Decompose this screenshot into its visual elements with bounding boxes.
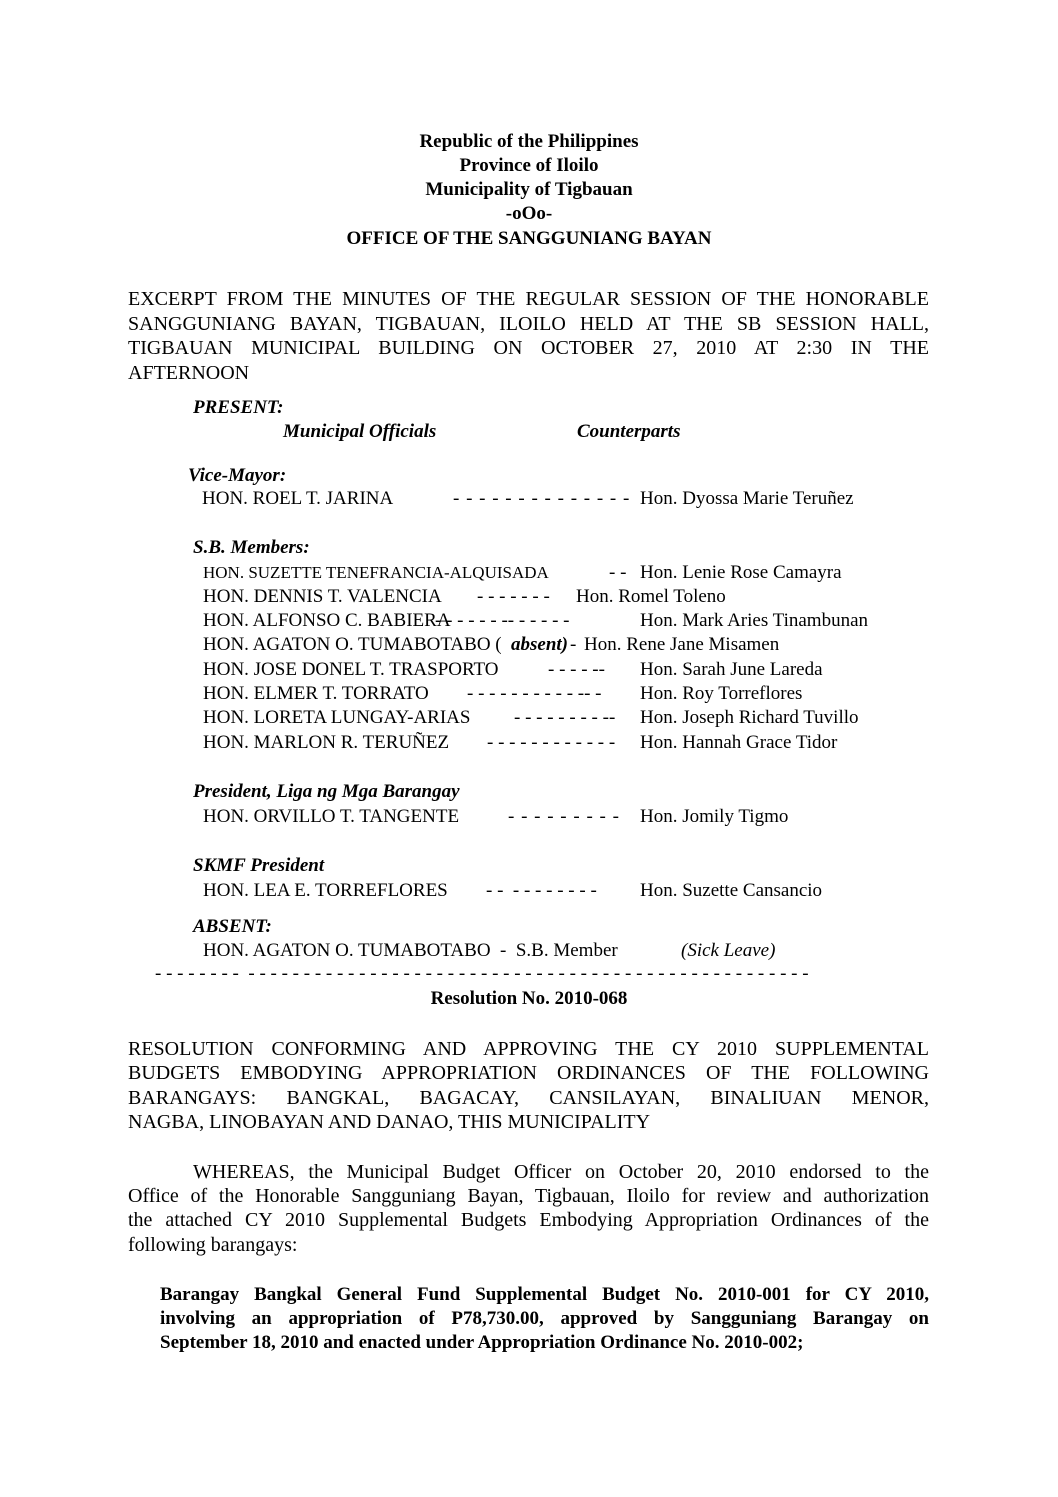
counterpart-name: Hon. Mark Aries Tinambunan [640,610,868,631]
liga-president-label: President, Liga ng Mga Barangay [193,781,460,802]
leader-dashes: - - - - - - -- - - - - - [435,610,570,631]
resolution-number: Resolution No. 2010-068 [430,988,628,1009]
leader-dashes: - - - - -- [548,659,605,680]
excerpt-line: EXCERPT FROM THE MINUTES OF THE REGULAR SESSION OF THE HONORABLE [128,288,929,310]
counterpart-name: Hon. Suzette Cansancio [640,880,823,901]
leader-dashes: - - - - - - - - - - [486,880,597,901]
official-name: HON. ELMER T. TORRATO [203,683,429,704]
official-name: HON. MARLON R. TERUÑEZ [203,732,450,753]
counterpart-name: Hon. Lenie Rose Camayra [640,562,842,583]
leader-dashes: - - - - - - - - - - - - [487,732,616,753]
counterpart-name: Hon. Sarah June Lareda [640,659,823,680]
column-header-officials: Municipal Officials [283,421,437,442]
leader-dashes: - [570,634,577,655]
header-republic: Republic of the Philippines [419,131,639,152]
header-ornament: -oOo- [505,203,553,224]
absent-reason: (Sick Leave) [681,940,776,961]
resolution-title-line: BARANGAYS: BANGKAL, BAGACAY, CANSILAYAN, BINALIUAN MENOR, [128,1087,929,1109]
official-name: HON. ROEL T. JARINA [202,488,394,509]
header-municipality: Municipality of Tigbauan [425,179,633,200]
counterpart-name: Hon. Romel Toleno [576,586,726,607]
header-office: OFFICE OF THE SANGGUNIANG BAYAN [346,228,712,249]
leader-dashes: - - [609,562,627,583]
sb-members-label: S.B. Members: [193,537,310,558]
resolution-title-line: RESOLUTION CONFORMING AND APPROVING THE CY 2010 SUPPLEMENTAL [128,1038,929,1060]
absent-label: ABSENT: [193,916,272,937]
counterpart-name: Hon. Dyossa Marie Teruñez [640,488,854,509]
separator-line: - - - - - - - - - - - - - - - - - - - - - - - - - - - - - - - - - - - - - - - - - - - - - - - - - - - - - - - - - - - [155,963,809,984]
official-name: HON. ALFONSO C. BABIERA [203,610,451,631]
counterpart-name: Hon. Roy Torreflores [640,683,803,704]
counterpart-name: Hon. Rene Jane Misamen [584,634,780,655]
vice-mayor-label: Vice-Mayor: [188,465,287,486]
leader-dashes: - - - - - - - - - - - - - - [453,488,631,509]
whereas-line: following barangays: [128,1234,298,1256]
skmf-president-label: SKMF President [193,855,325,876]
excerpt-line: AFTERNOON [128,362,250,384]
excerpt-line: TIGBAUAN MUNICIPAL BUILDING ON OCTOBER 27, 2010 AT 2:30 IN THE [128,337,929,359]
resolution-title-line: BUDGETS EMBODYING APPROPRIATION ORDINANCES OF THE FOLLOWING [128,1062,929,1084]
item-line: Barangay Bangkal General Fund Supplemental Budget No. 2010-001 for CY 2010, [160,1284,929,1305]
official-name: HON. ORVILLO T. TANGENTE [203,806,460,827]
resolution-title-line: NAGBA, LINOBAYAN AND DANAO, THIS MUNICIPALITY [128,1111,651,1133]
header-province: Province of Iloilo [459,155,599,176]
leader-dashes: - - - - - - - [477,586,550,607]
official-name: HON. SUZETTE TENEFRANCIA-ALQUISADA [203,563,549,582]
leader-dashes: - - - - - - - - -- [514,707,616,728]
official-name: HON. LEA E. TORREFLORES [203,880,448,901]
leader-dashes: - - - - - - - - - [508,806,620,827]
counterpart-name: Hon. Joseph Richard Tuvillo [640,707,859,728]
official-name: HON. DENNIS T. VALENCIA [203,586,442,607]
official-name: HON. AGATON O. TUMABOTABO ( [203,634,502,655]
whereas-line: Office of the Honorable Sangguniang Bayan, Tigbauan, Iloilo for review and authorization [128,1185,929,1207]
column-header-counterparts: Counterparts [577,421,681,442]
official-name: HON. LORETA LUNGAY-ARIAS [203,707,471,728]
official-name: HON. JOSE DONEL T. TRASPORTO [203,659,499,680]
whereas-line: WHEREAS, the Municipal Budget Officer on October 20, 2010 endorsed to the [193,1161,929,1183]
whereas-line: the attached CY 2010 Supplemental Budgets Embodying Appropriation Ordinances of the [128,1209,929,1231]
counterpart-name: Hon. Hannah Grace Tidor [640,732,838,753]
excerpt-line: SANGGUNIANG BAYAN, TIGBAUAN, ILOILO HELD AT THE SB SESSION HALL, [128,313,929,335]
absent-member: HON. AGATON O. TUMABOTABO - S.B. Member [203,940,623,961]
absent-note: absent) [511,634,568,655]
item-line: involving an appropriation of P78,730.00, approved by Sangguniang Barangay on [160,1308,929,1329]
present-label: PRESENT: [193,397,284,418]
counterpart-name: Hon. Jomily Tigmo [640,806,789,827]
leader-dashes: - - - - - - - - - - -- - [467,683,602,704]
item-line: September 18, 2010 and enacted under Appropriation Ordinance No. 2010-002; [160,1332,804,1353]
